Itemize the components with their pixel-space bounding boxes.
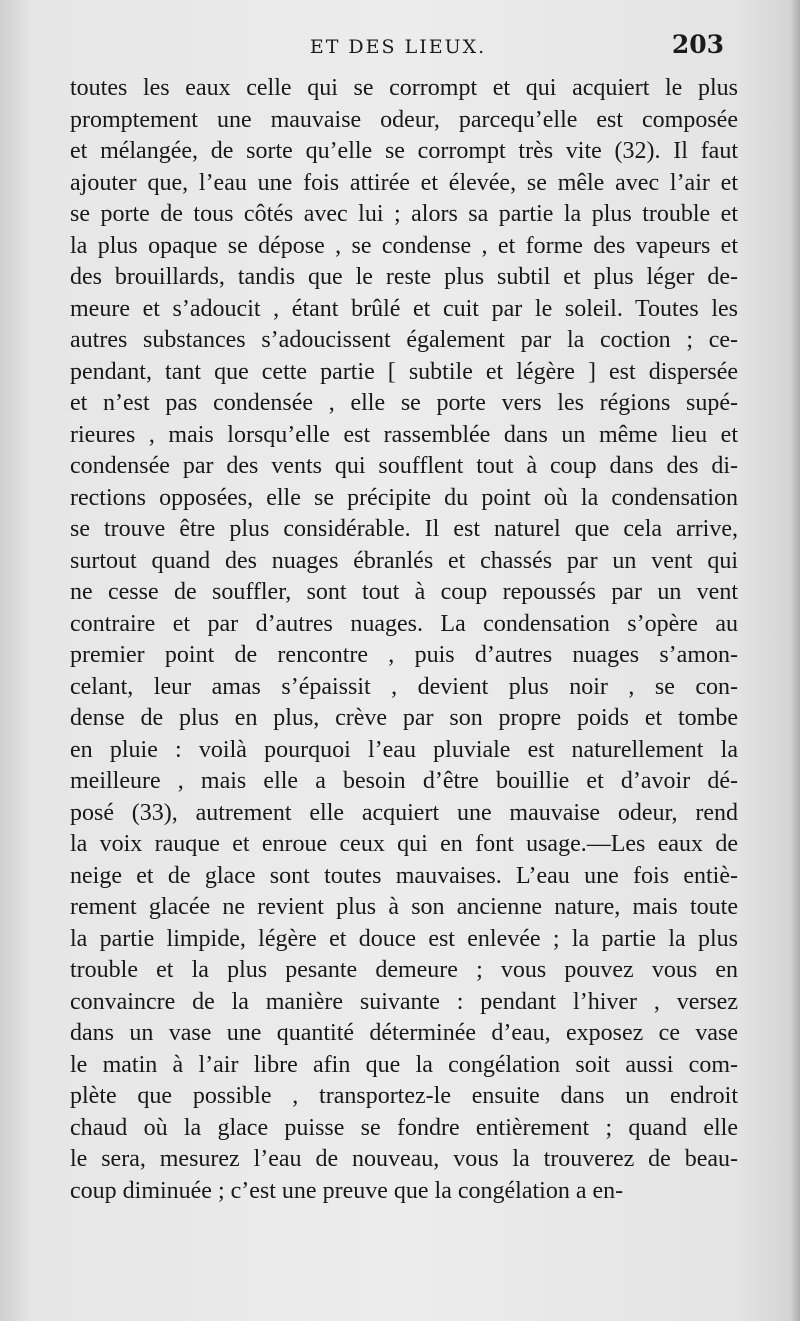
body-text	[70, 73, 738, 1207]
text-line: le matin à l’air libre afin que la congélation soit aussi com-	[70, 1051, 738, 1078]
text-line: premier point de rencontre , puis d’autres nuages s’amon-	[70, 642, 738, 668]
text-line: se trouve être plus considérable. Il est naturel que cela arrive,	[70, 516, 738, 542]
text-line: le sera, mesurez l’eau de nouveau, vous la trouverez de beau-	[70, 1146, 738, 1172]
text-line: rement glacée ne revient plus à son ancienne nature, mais toute	[70, 894, 738, 920]
text-line: la voix rauque et enroue ceux qui en font usage.—Les eaux de	[70, 831, 738, 857]
text-line: coup diminuée ; c’est une preuve que la congélation a en-	[70, 1177, 624, 1204]
text-line: ne cesse de souffler, sont tout à coup repoussés par un vent	[70, 579, 738, 605]
running-head: ET DES LIEUX.	[309, 36, 487, 58]
text-line: ajouter que, l’eau une fois attirée et élevée, se mêle avec l’air et	[70, 169, 738, 196]
text-line: la plus opaque se dépose , se condense , et forme des vapeurs et	[70, 232, 738, 259]
text-line: et n’est pas condensée , elle se porte vers les régions supé-	[70, 390, 738, 416]
text-line: dense de plus en plus, crève par son propre poids et tombe	[70, 705, 738, 731]
text-line: meilleure , mais elle a besoin d’être bouillie et d’avoir dé-	[70, 768, 738, 794]
text-line: la partie limpide, légère et douce est enlevée ; la partie la plus	[70, 925, 738, 952]
text-line: autres substances s’adoucissent également par la coction ; ce-	[70, 327, 738, 353]
text-line: celant, leur amas s’épaissit , devient plus noir , se con-	[70, 673, 738, 700]
text-line: rections opposées, elle se précipite du point où la condensation	[70, 484, 738, 511]
text-line: promptement une mauvaise odeur, parcequ’elle est composée	[70, 106, 738, 133]
text-line: contraire et par d’autres nuages. La condensation s’opère au	[70, 610, 738, 637]
page-header	[72, 30, 724, 70]
text-line: en pluie : voilà pourquoi l’eau pluviale est naturellement la	[70, 736, 738, 763]
text-line: pendant, tant que cette partie [ subtile et légère ] est dispersée	[70, 358, 738, 385]
text-line: plète que possible , transportez-le ensuite dans un endroit	[70, 1083, 738, 1109]
text-line: se porte de tous côtés avec lui ; alors sa partie la plus trouble et	[70, 201, 738, 227]
text-line: et mélangée, de sorte qu’elle se corrompt très vite (32). Il faut	[70, 138, 738, 164]
text-line: rieures , mais lorsqu’elle est rassemblée dans un même lieu et	[70, 421, 738, 448]
text-line: posé (33), autrement elle acquiert une mauvaise odeur, rend	[70, 799, 738, 826]
page-number: 203	[671, 30, 724, 59]
text-line: toutes les eaux celle qui se corrompt et qui acquiert le plus	[70, 75, 738, 101]
text-line: meure et s’adoucit , étant brûlé et cuit par le soleil. Toutes les	[70, 295, 738, 322]
text-line: surtout quand des nuages ébranlés et chassés par un vent qui	[70, 547, 738, 574]
text-line: des brouillards, tandis que le reste plus subtil et plus léger de-	[70, 264, 738, 290]
text-line: dans un vase une quantité déterminée d’eau, exposez ce vase	[70, 1020, 738, 1046]
text-line: neige et de glace sont toutes mauvaises. L’eau une fois entiè-	[70, 862, 738, 889]
text-line: chaud où la glace puisse se fondre entièrement ; quand elle	[70, 1114, 738, 1141]
text-line: trouble et la plus pesante demeure ; vous pouvez vous en	[70, 957, 738, 983]
text-line: convaincre de la manière suivante : pendant l’hiver , versez	[70, 988, 738, 1015]
text-line: condensée par des vents qui soufflent tout à coup dans des di-	[70, 453, 738, 479]
